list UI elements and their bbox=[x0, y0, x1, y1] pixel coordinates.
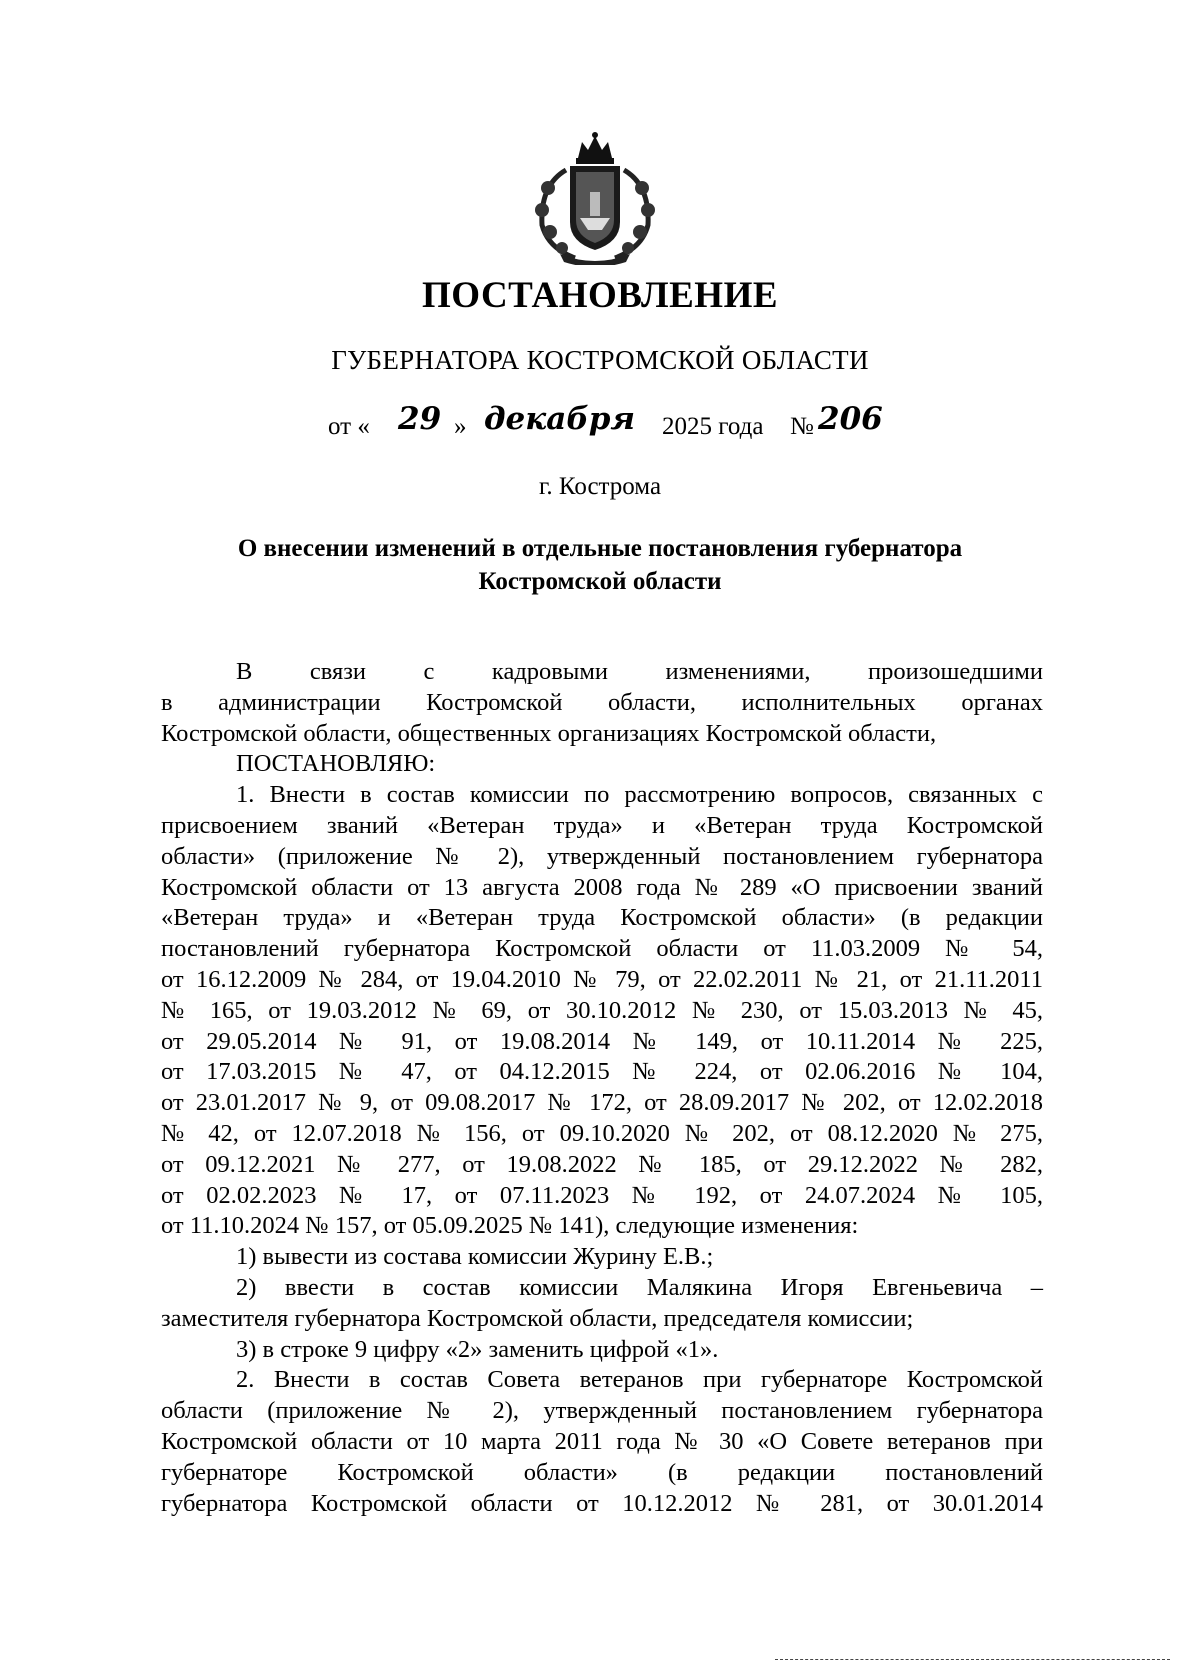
document-type-heading: ПОСТАНОВЛЕНИЕ bbox=[421, 275, 779, 316]
body-line: области (приложение № 2), утвержденный постановлением губернатора bbox=[161, 1397, 1043, 1425]
body-line: В связи с кадровыми изменениями, произошедшими bbox=[236, 658, 1043, 685]
body-line: от 16.12.2009 № 284, от 19.04.2010 № 79, от 22.02.2011 № 21, от 21.11.2011 bbox=[161, 965, 1043, 993]
body-line: 1. Внести в состав комиссии по рассмотрению вопросов, связанных с bbox=[236, 781, 1043, 809]
date-number-line bbox=[0, 401, 1200, 465]
body-line: губернатора Костромской области от 10.12.2012 № 281, от 30.01.2014 bbox=[161, 1489, 1043, 1517]
body-line: Костромской области от 13 августа 2008 года № 289 «О присвоении званий bbox=[161, 873, 1043, 901]
document-body bbox=[161, 657, 1043, 1519]
body-line: заместителя губернатора Костромской области, председателя комиссии; bbox=[161, 1304, 914, 1332]
body-line: присвоением званий «Ветеран труда» и «Ветеран труда Костромской bbox=[161, 811, 1043, 839]
body-line: 3) в строке 9 цифру «2» заменить цифрой «1». bbox=[236, 1335, 719, 1363]
document-title-line: О внесении изменений в отдельные постановления губернатора bbox=[237, 535, 963, 562]
body-line: № 42, от 12.07.2018 № 156, от 09.10.2020 № 202, от 08.12.2020 № 275, bbox=[161, 1119, 1043, 1147]
body-line: области» (приложение № 2), утвержденный постановлением губернатора bbox=[161, 842, 1043, 870]
date-prefix: от « bbox=[328, 413, 370, 440]
body-line: в администрации Костромской области, исполнительных органах bbox=[161, 688, 1043, 716]
body-line: 2. Внести в состав Совета ветеранов при губернаторе Костромской bbox=[236, 1366, 1043, 1394]
city-line: г. Кострома bbox=[538, 473, 662, 500]
body-line: губернаторе Костромской области» (в редакции постановлений bbox=[161, 1458, 1043, 1486]
footer-dashed-line bbox=[775, 1659, 1170, 1660]
document-title bbox=[150, 532, 1050, 598]
body-line: Костромской области, общественных организациях Костромской области, bbox=[161, 719, 937, 747]
body-line: от 11.10.2024 № 157, от 05.09.2025 № 141), следующие изменения: bbox=[161, 1212, 859, 1240]
number-sign: № bbox=[790, 413, 814, 440]
body-line: от 17.03.2015 № 47, от 04.12.2015 № 224, от 02.06.2016 № 104, bbox=[161, 1058, 1043, 1086]
handwritten-month: декабря bbox=[484, 401, 636, 437]
body-line: от 23.01.2017 № 9, от 09.08.2017 № 172, от 28.09.2017 № 202, от 12.02.2018 bbox=[161, 1089, 1043, 1117]
handwritten-number: 206 bbox=[818, 401, 883, 437]
body-line: от 09.12.2021 № 277, от 19.08.2022 № 185, от 29.12.2022 № 282, bbox=[161, 1150, 1043, 1178]
body-line: Костромской области от 10 марта 2011 года № 30 «О Совете ветеранов при bbox=[161, 1427, 1043, 1455]
body-line: 2) ввести в состав комиссии Малякина Игоря Евгеньевича – bbox=[236, 1273, 1043, 1301]
handwritten-day: 29 bbox=[398, 401, 442, 437]
body-line: 1) вывести из состава комиссии Журину Е.В.; bbox=[236, 1243, 714, 1271]
body-line: от 29.05.2014 № 91, от 19.08.2014 № 149, от 10.11.2014 № 225, bbox=[161, 1027, 1043, 1055]
body-line: от 02.02.2023 № 17, от 07.11.2023 № 192, от 24.07.2024 № 105, bbox=[161, 1181, 1043, 1209]
date-year: 2025 года bbox=[662, 413, 764, 440]
body-line: «Ветеран труда» и «Ветеран труда Костромской области» (в редакции bbox=[161, 904, 1043, 932]
body-line: постановлений губернатора Костромской области от 11.03.2009 № 54, bbox=[161, 935, 1043, 963]
coat-of-arms-emblem bbox=[520, 130, 670, 265]
date-close-quote: » bbox=[454, 413, 467, 440]
document-title-line: Костромской области bbox=[478, 568, 722, 595]
body-line: ПОСТАНОВЛЯЮ: bbox=[236, 750, 436, 778]
body-line: № 165, от 19.03.2012 № 69, от 30.10.2012 № 230, от 15.03.2013 № 45, bbox=[161, 996, 1043, 1024]
issuer-heading: ГУБЕРНАТОРА КОСТРОМСКОЙ ОБЛАСТИ bbox=[331, 345, 869, 375]
